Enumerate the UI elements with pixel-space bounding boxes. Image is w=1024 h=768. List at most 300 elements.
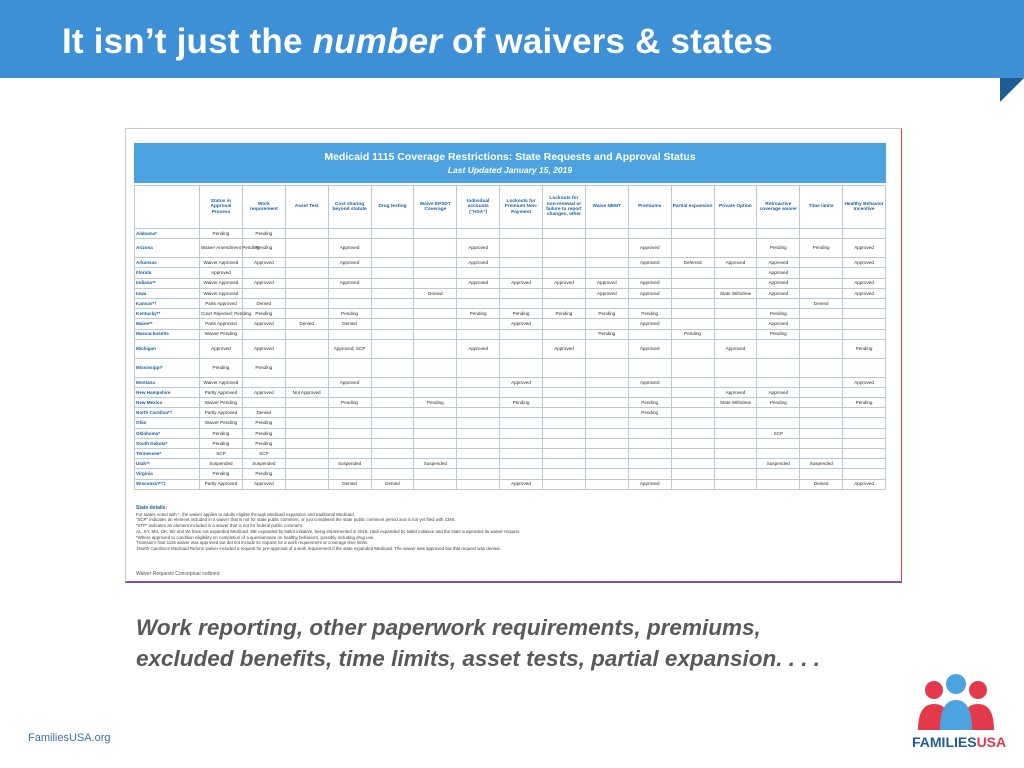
status-cell [843, 449, 886, 459]
status-cell [585, 428, 628, 438]
status-cell [714, 309, 757, 319]
title-part-1: It isn’t just the [62, 22, 313, 61]
status-cell: Denied [242, 408, 285, 418]
status-cell [671, 319, 714, 329]
status-cell: Approved [757, 268, 800, 278]
title-part-2: of waivers & states [442, 22, 773, 61]
notes-heading: State details: [136, 505, 168, 511]
status-cell [371, 339, 414, 358]
status-cell [714, 449, 757, 459]
logo-wordmark [912, 734, 1006, 750]
status-cell [671, 278, 714, 288]
status-cell [328, 438, 371, 448]
status-cell: Denied [328, 479, 371, 489]
status-cell [285, 268, 328, 278]
status-cell: Approved [543, 278, 586, 288]
status-cell: Pending [200, 428, 243, 438]
status-cell [242, 398, 285, 408]
status-cell [543, 258, 586, 268]
title-banner-tail [1000, 0, 1024, 78]
status-cell: Pending [242, 438, 285, 448]
status-cell: Approved [200, 339, 243, 358]
status-cell: Waiver Pending [200, 418, 243, 428]
status-cell [285, 398, 328, 408]
status-cell: Approved [585, 288, 628, 298]
state-name-cell: Wisconsin*†‡ [135, 479, 200, 489]
status-cell [285, 339, 328, 358]
status-cell [671, 298, 714, 308]
table-row [135, 339, 886, 358]
status-cell [457, 358, 500, 377]
status-cell [628, 387, 671, 397]
status-cell: Pending [200, 438, 243, 448]
status-cell [371, 449, 414, 459]
status-cell [457, 428, 500, 438]
status-cell [714, 479, 757, 489]
status-cell: Approved [843, 258, 886, 268]
status-cell [671, 387, 714, 397]
status-cell: Denied [414, 288, 457, 298]
note-line: AL, KY, MS, OK, SD and WI have not expanded Medicaid. ME expanded by ballot initiative, being implemented in 2019. Utah expanded by ballot initiative and the state suspended its waiver request. [136, 528, 521, 534]
status-cell [543, 288, 586, 298]
status-cell [585, 408, 628, 418]
status-cell [843, 428, 886, 438]
status-cell: Pending [328, 309, 371, 319]
status-cell [414, 258, 457, 268]
status-cell: Pending [800, 239, 843, 258]
status-cell [843, 418, 886, 428]
status-cell [671, 428, 714, 438]
status-cell [328, 229, 371, 239]
status-cell: Denied [800, 479, 843, 489]
status-cell [543, 459, 586, 469]
status-cell: Approved [328, 239, 371, 258]
status-cell: Approved [714, 258, 757, 268]
status-cell [328, 387, 371, 397]
status-cell [457, 329, 500, 339]
note-line: For states noted with *, the waiver applies to adults eligible through Medicaid expansion and traditional Medicaid. [136, 511, 355, 517]
status-cell [628, 329, 671, 339]
table-row [135, 469, 886, 479]
state-name-cell: Arizona [135, 239, 200, 258]
status-cell [757, 377, 800, 387]
status-cell [285, 469, 328, 479]
status-cell [714, 408, 757, 418]
status-cell: Pending [200, 469, 243, 479]
status-cell: Waiver Approved [200, 258, 243, 268]
status-cell [414, 268, 457, 278]
status-cell [543, 408, 586, 418]
status-cell [285, 298, 328, 308]
status-cell [328, 358, 371, 377]
status-cell [628, 268, 671, 278]
status-cell [585, 258, 628, 268]
status-cell: Pending [757, 329, 800, 339]
status-cell [328, 288, 371, 298]
status-cell [371, 398, 414, 408]
table-subtitle: Last Updated January 15, 2019 [447, 165, 573, 175]
status-cell: Pending [242, 229, 285, 239]
status-cell [414, 298, 457, 308]
status-cell [843, 469, 886, 479]
status-cell: Approved [500, 319, 543, 329]
status-cell [500, 339, 543, 358]
column-header: Waive EPSDT Coverage [414, 186, 457, 229]
status-cell [371, 278, 414, 288]
status-cell [414, 387, 457, 397]
status-cell: Approved [843, 278, 886, 288]
status-cell [843, 408, 886, 418]
column-header: Status in Approval Process [200, 186, 243, 229]
state-name-cell: New Hampshire [135, 387, 200, 397]
column-header: Drug testing [371, 186, 414, 229]
status-cell [671, 239, 714, 258]
status-cell [757, 358, 800, 377]
status-cell [457, 449, 500, 459]
status-cell: Partly Approved [200, 408, 243, 418]
status-cell [757, 469, 800, 479]
state-name-cell: New Mexico [135, 398, 200, 408]
state-name-cell: Oklahoma* [135, 428, 200, 438]
status-cell [585, 449, 628, 459]
status-cell [328, 428, 371, 438]
status-cell: Parts Approved [200, 319, 243, 329]
table-notes [136, 505, 886, 552]
status-cell [800, 428, 843, 438]
caption-line-2: excluded benefits, time limits, asset tests, partial expansion. . . . [136, 646, 820, 671]
status-cell [328, 298, 371, 308]
status-cell: Approved [457, 339, 500, 358]
state-name-cell: Mississippi* [135, 358, 200, 377]
note-line: †Kansas’s final 1115 waiver was approved but did not include its request for a work requirement or coverage time limits. [136, 540, 369, 546]
logo-word-families: FAMILIES [912, 734, 977, 750]
status-cell [414, 278, 457, 288]
status-cell [285, 278, 328, 288]
status-cell [500, 329, 543, 339]
status-cell [371, 298, 414, 308]
status-cell: Deferred [671, 258, 714, 268]
status-cell: Approved [843, 377, 886, 387]
status-cell: Partly Approved [200, 479, 243, 489]
status-cell: Waiver Pending [200, 329, 243, 339]
status-cell [800, 258, 843, 268]
status-cell [757, 449, 800, 459]
status-cell [543, 479, 586, 489]
status-cell: Waiver Amendment Pending [200, 239, 243, 258]
status-cell: Approved [543, 339, 586, 358]
status-cell [757, 479, 800, 489]
status-cell [585, 339, 628, 358]
status-cell [585, 268, 628, 278]
note-line: “SCP” indicates an element included in a waiver that is not for state public comment, or just completed the state public comment period and is not yet filed with CMS. [136, 517, 456, 523]
state-name-cell: South Dakota* [135, 438, 200, 448]
column-header: Lockouts for non-renewal or failure to report changes, other [543, 186, 586, 229]
status-cell [371, 268, 414, 278]
column-header [135, 186, 200, 229]
status-cell [757, 408, 800, 418]
status-cell [757, 418, 800, 428]
state-name-cell: Tennessee* [135, 449, 200, 459]
state-name-cell: Kentucky** [135, 309, 200, 319]
status-cell [543, 387, 586, 397]
status-cell [843, 438, 886, 448]
status-cell [757, 438, 800, 448]
status-cell [628, 449, 671, 459]
status-cell [585, 459, 628, 469]
state-name-cell: Montana [135, 377, 200, 387]
status-cell: Pending [671, 329, 714, 339]
status-cell [543, 229, 586, 239]
state-name-cell: Florida [135, 268, 200, 278]
status-cell [242, 329, 285, 339]
status-cell: Approved [500, 278, 543, 288]
status-cell: Waiver Approved [200, 278, 243, 288]
status-cell [371, 377, 414, 387]
column-header: Partial expansion [671, 186, 714, 229]
status-cell: Pending [757, 239, 800, 258]
status-cell: Approved [757, 319, 800, 329]
table-header-row [135, 186, 886, 229]
status-cell [543, 377, 586, 387]
status-cell [457, 469, 500, 479]
status-cell [714, 229, 757, 239]
status-cell [285, 418, 328, 428]
status-cell [585, 418, 628, 428]
status-cell [500, 438, 543, 448]
status-cell: Approved [457, 258, 500, 268]
table-row [135, 449, 886, 459]
status-cell [843, 387, 886, 397]
status-cell [543, 268, 586, 278]
status-cell [371, 428, 414, 438]
status-cell [714, 329, 757, 339]
status-cell [628, 229, 671, 239]
table-title: Medicaid 1115 Coverage Restrictions: State Requests and Approval Status [324, 151, 696, 163]
table-row [135, 398, 886, 408]
status-cell [714, 278, 757, 288]
status-cell: Approved [500, 479, 543, 489]
status-cell [800, 408, 843, 418]
status-cell: Approved [628, 258, 671, 268]
table-row [135, 387, 886, 397]
status-cell: SCP [242, 449, 285, 459]
status-cell: Pending [757, 398, 800, 408]
status-cell: Pending [242, 418, 285, 428]
status-cell [500, 268, 543, 278]
status-cell: Approved [628, 288, 671, 298]
embedded-table-image [125, 128, 902, 583]
status-cell: Approved [628, 339, 671, 358]
status-cell [671, 377, 714, 387]
state-name-cell: Arkansas [135, 258, 200, 268]
status-cell [714, 358, 757, 377]
status-cell: Suspended [200, 459, 243, 469]
notes-list [136, 512, 886, 553]
status-cell [414, 438, 457, 448]
state-name-cell: Michigan [135, 339, 200, 358]
status-cell [242, 288, 285, 298]
status-cell [285, 329, 328, 339]
status-cell [714, 377, 757, 387]
status-cell: Approved [714, 387, 757, 397]
table-row [135, 268, 886, 278]
status-cell [414, 479, 457, 489]
state-name-cell: Kansas*† [135, 298, 200, 308]
status-cell: Approved [457, 278, 500, 288]
status-cell [414, 358, 457, 377]
status-cell [414, 229, 457, 239]
status-cell [285, 258, 328, 268]
status-cell [285, 449, 328, 459]
table-row [135, 358, 886, 377]
status-cell: Approved [500, 377, 543, 387]
status-cell: Approved [200, 268, 243, 278]
status-cell [671, 398, 714, 408]
status-cell [671, 288, 714, 298]
caption-line-1: Work reporting, other paperwork requirements, premiums, [136, 615, 761, 640]
column-header: Private Option [714, 186, 757, 229]
status-cell [800, 449, 843, 459]
status-cell [843, 229, 886, 239]
status-cell: Pending [585, 329, 628, 339]
status-cell: Pending [543, 309, 586, 319]
status-cell [414, 309, 457, 319]
status-cell: Pending [500, 398, 543, 408]
status-cell: State Withdrew [714, 398, 757, 408]
status-cell: Denied [285, 319, 328, 329]
status-cell [500, 408, 543, 418]
status-cell [500, 459, 543, 469]
status-cell: Pending [628, 408, 671, 418]
status-cell [800, 358, 843, 377]
status-cell [371, 358, 414, 377]
status-cell [800, 418, 843, 428]
status-cell [843, 459, 886, 469]
status-cell [628, 298, 671, 308]
status-cell: Approved [628, 319, 671, 329]
table-body [135, 229, 886, 490]
status-cell [543, 329, 586, 339]
status-cell [800, 469, 843, 479]
status-cell [371, 288, 414, 298]
status-cell: Pending [843, 398, 886, 408]
status-cell [671, 339, 714, 358]
status-cell [843, 329, 886, 339]
status-cell [285, 288, 328, 298]
status-cell [371, 319, 414, 329]
status-cell [414, 449, 457, 459]
status-cell [543, 418, 586, 428]
table-row [135, 258, 886, 268]
state-name-cell: Alabama* [135, 229, 200, 239]
status-cell [285, 358, 328, 377]
status-cell: Approved [757, 387, 800, 397]
table-bottom-text: Waiver Requests Conceptual outlined [136, 571, 220, 577]
status-cell [414, 377, 457, 387]
logo-word-usa: USA [976, 734, 1007, 750]
status-cell [628, 459, 671, 469]
status-cell [500, 229, 543, 239]
table-row [135, 377, 886, 387]
table-row [135, 459, 886, 469]
table-row [135, 329, 886, 339]
state-name-cell: Virginia [135, 469, 200, 479]
status-cell: Approved [843, 479, 886, 489]
banner-fold-shadow [1000, 78, 1024, 102]
status-cell [285, 239, 328, 258]
status-cell [457, 387, 500, 397]
status-cell [500, 288, 543, 298]
footer-url: FamiliesUSA.org [28, 732, 111, 744]
status-cell [671, 229, 714, 239]
status-cell: Approved [757, 278, 800, 288]
status-cell: Denied [800, 298, 843, 308]
status-cell [328, 418, 371, 428]
status-cell: Pending [328, 398, 371, 408]
status-cell [371, 418, 414, 428]
status-cell [628, 438, 671, 448]
status-cell [671, 469, 714, 479]
status-cell [671, 459, 714, 469]
status-cell [371, 258, 414, 268]
status-cell [585, 319, 628, 329]
status-cell: Denied [371, 479, 414, 489]
status-cell [800, 329, 843, 339]
status-cell [371, 239, 414, 258]
status-cell [371, 438, 414, 448]
status-cell [800, 309, 843, 319]
status-cell [285, 229, 328, 239]
status-cell [800, 438, 843, 448]
status-cell [543, 438, 586, 448]
status-cell: Pending [242, 309, 285, 319]
status-cell: Approved [843, 239, 886, 258]
status-cell: Approved [328, 278, 371, 288]
status-cell: Approved [242, 339, 285, 358]
status-cell [285, 479, 328, 489]
status-cell [371, 329, 414, 339]
status-cell [843, 298, 886, 308]
table-row [135, 239, 886, 258]
status-cell: Approved [242, 278, 285, 288]
status-cell [714, 428, 757, 438]
status-cell [671, 309, 714, 319]
table-row [135, 418, 886, 428]
status-cell [457, 298, 500, 308]
status-cell [585, 438, 628, 448]
slide-title [62, 22, 773, 62]
status-cell [414, 428, 457, 438]
status-cell [843, 268, 886, 278]
waiver-status-table [134, 185, 886, 490]
status-cell [500, 418, 543, 428]
table-header-band [134, 143, 886, 183]
status-cell: Pending [242, 239, 285, 258]
status-cell [414, 408, 457, 418]
column-header: Premiums [628, 186, 671, 229]
table-row [135, 298, 886, 308]
status-cell: Pending [242, 358, 285, 377]
table-row [135, 288, 886, 298]
status-cell [714, 298, 757, 308]
table-row [135, 479, 886, 489]
status-cell [585, 298, 628, 308]
status-cell: Approved [757, 258, 800, 268]
status-cell: Approved [242, 258, 285, 268]
status-cell [800, 229, 843, 239]
column-header: Work requirement [242, 186, 285, 229]
status-cell: Approved [628, 377, 671, 387]
